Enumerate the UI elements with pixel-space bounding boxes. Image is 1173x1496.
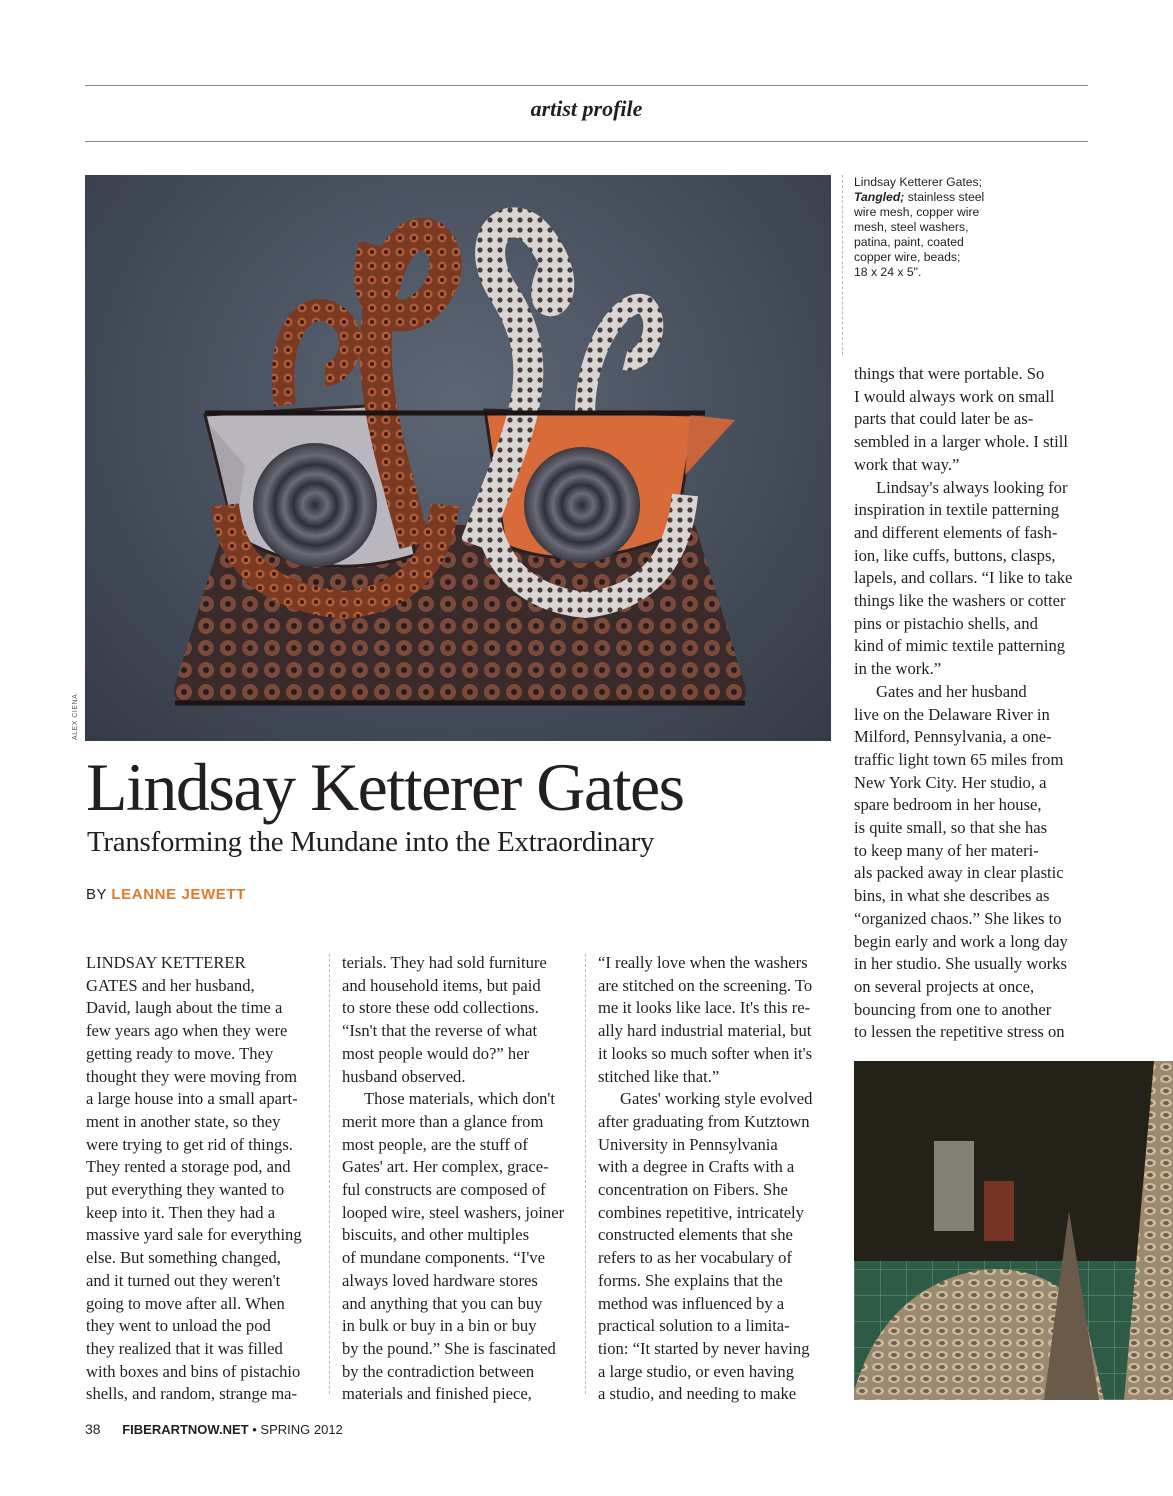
text-line: live on the Delaware River in bbox=[854, 704, 1050, 724]
text-line: method was influenced by a bbox=[598, 1293, 785, 1313]
text-line: to lessen the repetitive stress on bbox=[854, 1022, 1065, 1042]
text-line: by the contradiction between bbox=[342, 1361, 535, 1381]
text-line: most people would do?” her bbox=[342, 1043, 530, 1063]
page-number: 38 bbox=[85, 1421, 101, 1437]
text-line: sembled in a larger whole. I still bbox=[854, 432, 1068, 452]
text-line: few years ago when they were bbox=[86, 1021, 288, 1041]
top-rule bbox=[85, 85, 1088, 86]
caption-line: mesh, steel washers, bbox=[854, 220, 969, 234]
text-line: by the pound.” She is fascinated bbox=[342, 1338, 556, 1358]
page-footer bbox=[85, 1421, 343, 1437]
text-line: and different elements of fash- bbox=[854, 522, 1058, 542]
text-line: on several projects at once, bbox=[854, 976, 1035, 996]
text-line: “Isn't that the reverse of what bbox=[342, 1021, 538, 1041]
text-line: spare bedroom in her house, bbox=[854, 795, 1042, 815]
text-line: refers to as her vocabulary of bbox=[598, 1248, 792, 1268]
section-label: artist profile bbox=[530, 96, 643, 121]
text-line: husband observed. bbox=[342, 1066, 466, 1086]
text-line: stitched like that.” bbox=[598, 1066, 720, 1086]
text-line: after graduating from Kutztown bbox=[598, 1111, 810, 1131]
text-line: combines repetitive, intricately bbox=[598, 1202, 804, 1222]
caption-work-title: Tangled; bbox=[854, 190, 905, 204]
text-line: things that were portable. So bbox=[854, 364, 1045, 383]
text-line: lapels, and collars. “I like to take bbox=[854, 568, 1073, 588]
text-line: Milford, Pennsylvania, a one- bbox=[854, 727, 1052, 747]
text-line: parts that could later be as- bbox=[854, 409, 1034, 429]
text-line: most people, are the stuff of bbox=[342, 1134, 528, 1154]
text-line: They rented a storage pod, and bbox=[86, 1157, 291, 1177]
caption-divider bbox=[842, 175, 843, 355]
text-line: me it looks like lace. It's this re- bbox=[598, 998, 811, 1018]
text-line: bouncing from one to another bbox=[854, 999, 1052, 1019]
text-line: things like the washers or cotter bbox=[854, 591, 1066, 611]
studio-illustration bbox=[854, 1061, 1173, 1400]
text-line: looped wire, steel washers, joiner bbox=[342, 1202, 565, 1222]
text-line: and it turned out they weren't bbox=[86, 1270, 281, 1290]
text-line: in bulk or buy in a bin or buy bbox=[342, 1316, 537, 1336]
body-column-4 bbox=[854, 363, 1072, 1044]
text-line: getting ready to move. They bbox=[86, 1043, 274, 1063]
text-line: University in Pennsylvania bbox=[598, 1134, 778, 1154]
text-line: and household items, but paid bbox=[342, 975, 541, 995]
text-line: merit more than a glance from bbox=[342, 1111, 544, 1131]
text-line: Gates' art. Her complex, grace- bbox=[342, 1157, 549, 1177]
text-line: terials. They had sold furniture bbox=[342, 953, 547, 972]
text-line: traffic light town 65 miles from bbox=[854, 749, 1064, 769]
text-line: Gates and her husband bbox=[876, 681, 1027, 701]
text-line: ally hard industrial material, but bbox=[598, 1021, 812, 1041]
byline-prefix: BY bbox=[86, 886, 107, 903]
footer-separator: • bbox=[252, 1422, 257, 1437]
text-line: als packed away in clear plastic bbox=[854, 863, 1064, 883]
sculpture-illustration bbox=[85, 175, 831, 741]
photo-caption bbox=[854, 175, 1024, 280]
text-line: to store these odd collections. bbox=[342, 998, 539, 1018]
text-line: ful constructs are composed of bbox=[342, 1180, 546, 1200]
text-line: work that way.” bbox=[854, 454, 960, 474]
byline-author: LEANNE JEWETT bbox=[111, 886, 246, 903]
hero-photo bbox=[85, 175, 831, 741]
text-line: are stitched on the screening. To bbox=[598, 975, 813, 995]
text-line: in the work.” bbox=[854, 659, 942, 679]
text-line: were trying to get rid of things. bbox=[86, 1134, 293, 1154]
text-line: “I really love when the washers bbox=[598, 953, 808, 972]
text-line: ion, like cuffs, buttons, clasps, bbox=[854, 545, 1056, 565]
text-line: it looks so much softer when it's bbox=[598, 1043, 813, 1063]
photo-credit: ALEX CIENA bbox=[72, 693, 79, 740]
text-line: concentration on Fibers. She bbox=[598, 1180, 788, 1200]
text-line: David, laugh about the time a bbox=[86, 998, 283, 1018]
text-line: tion: “It started by never having bbox=[598, 1338, 810, 1358]
article-title: Lindsay Ketterer Gates bbox=[86, 749, 684, 825]
text-line: with a degree in Crafts with a bbox=[598, 1157, 795, 1177]
body-column-3 bbox=[598, 952, 812, 1406]
text-line: a large house into a small apart- bbox=[86, 1089, 298, 1109]
text-line: “organized chaos.” She likes to bbox=[854, 908, 1062, 928]
text-line: thought they were moving from bbox=[86, 1066, 298, 1086]
text-line: kind of mimic textile patterning bbox=[854, 636, 1066, 656]
caption-first-line-tail: stainless steel bbox=[904, 190, 985, 204]
text-line: and anything that you can buy bbox=[342, 1293, 543, 1313]
text-line: of mundane components. “I've bbox=[342, 1248, 545, 1268]
text-line: forms. She explains that the bbox=[598, 1270, 783, 1290]
body-column-2 bbox=[342, 952, 564, 1406]
caption-line: patina, paint, coated bbox=[854, 235, 964, 249]
text-line: they realized that it was filled bbox=[86, 1338, 283, 1358]
text-line: in her studio. She usually works bbox=[854, 954, 1067, 974]
text-line: keep into it. Then they had a bbox=[86, 1202, 276, 1222]
text-line: I would always work on small bbox=[854, 386, 1055, 406]
text-line: constructed elements that she bbox=[598, 1225, 793, 1245]
footer-site: FIBERARTNOW.NET bbox=[122, 1422, 249, 1437]
byline bbox=[86, 886, 246, 903]
text-line: ment in another state, so they bbox=[86, 1111, 281, 1131]
text-line: begin early and work a long day bbox=[854, 931, 1068, 951]
article-subtitle: Transforming the Mundane into the Extraordinary bbox=[87, 826, 655, 858]
left-spiral bbox=[253, 443, 377, 567]
text-line: going to move after all. When bbox=[86, 1293, 285, 1313]
text-line: shells, and random, strange ma- bbox=[86, 1384, 298, 1404]
column-divider bbox=[585, 954, 586, 1394]
text-line: else. But something changed, bbox=[86, 1248, 281, 1268]
caption-artist: Lindsay Ketterer Gates; bbox=[854, 175, 983, 189]
text-line: to keep many of her materi- bbox=[854, 840, 1039, 860]
caption-line: wire mesh, copper wire bbox=[854, 205, 980, 219]
text-line: Gates' working style evolved bbox=[620, 1089, 813, 1109]
text-line: a studio, and needing to make bbox=[598, 1384, 797, 1404]
text-line: massive yard sale for everything bbox=[86, 1225, 302, 1245]
text-line: LINDSAY KETTERER bbox=[86, 953, 246, 972]
header-rule bbox=[85, 141, 1088, 142]
text-line: put everything they wanted to bbox=[86, 1180, 285, 1200]
footer-issue: SPRING 2012 bbox=[260, 1422, 343, 1437]
text-line: with boxes and bins of pistachio bbox=[86, 1361, 301, 1381]
text-line: is quite small, so that she has bbox=[854, 818, 1048, 838]
text-line: bins, in what she describes as bbox=[854, 886, 1050, 906]
caption-line: copper wire, beads; bbox=[854, 250, 961, 264]
text-line: materials and finished piece, bbox=[342, 1384, 532, 1404]
text-line: biscuits, and other multiples bbox=[342, 1225, 530, 1245]
text-line: always loved hardware stores bbox=[342, 1270, 538, 1290]
text-line: practical solution to a limita- bbox=[598, 1316, 790, 1336]
caption-line: 18 x 24 x 5". bbox=[854, 265, 922, 279]
body-column-1 bbox=[86, 952, 302, 1406]
text-line: a large studio, or even having bbox=[598, 1361, 794, 1381]
text-line: Lindsay's always looking for bbox=[876, 477, 1068, 497]
text-line: inspiration in textile patterning bbox=[854, 500, 1060, 520]
text-line: they went to unload the pod bbox=[86, 1316, 271, 1336]
text-line: Those materials, which don't bbox=[364, 1089, 556, 1109]
column-divider bbox=[329, 954, 330, 1394]
text-line: GATES and her husband, bbox=[86, 975, 255, 995]
inset-photo bbox=[854, 1061, 1173, 1400]
caption-work-line bbox=[854, 190, 1024, 205]
right-spiral bbox=[524, 447, 640, 563]
text-line: pins or pistachio shells, and bbox=[854, 613, 1038, 633]
text-line: New York City. Her studio, a bbox=[854, 772, 1047, 792]
